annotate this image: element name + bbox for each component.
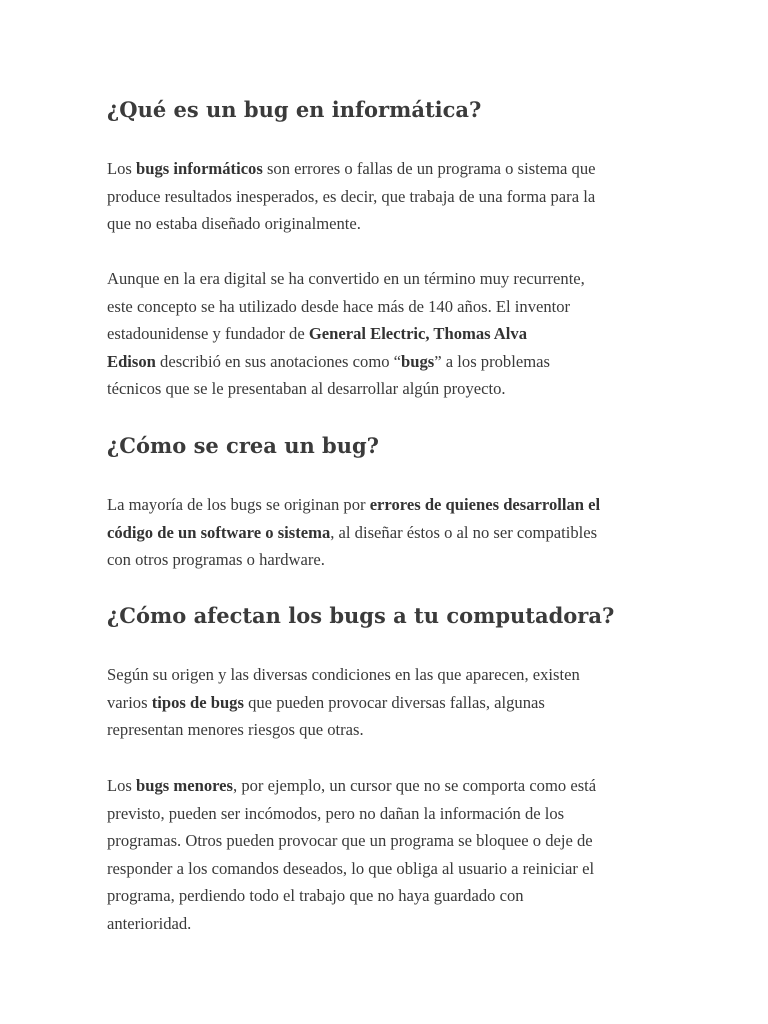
text-line xyxy=(107,348,667,376)
bold-term: Edison xyxy=(107,351,156,371)
text-run: describió en sus anotaciones como “ xyxy=(155,351,402,371)
text-run: previsto, pueden ser incómodos, pero no dañan la información de los xyxy=(107,803,565,823)
paragraph-definicion xyxy=(107,155,667,238)
text-line xyxy=(107,546,667,574)
bold-term: errores de quienes desarrollan el xyxy=(369,495,601,514)
text-run: Los xyxy=(107,776,137,795)
text-run: representan menores riesgos que otras. xyxy=(107,720,364,739)
text-run: que pueden provocar diversas fallas, algunas xyxy=(243,692,545,712)
text-line xyxy=(107,882,667,910)
text-line xyxy=(107,375,667,403)
bold-term: bugs menores xyxy=(136,776,234,795)
text-line xyxy=(107,155,667,183)
text-line xyxy=(107,855,667,883)
text-line xyxy=(107,265,667,293)
paragraph-origen xyxy=(107,491,667,574)
text-run: , por ejemplo, un cursor que no se comporta como está xyxy=(233,776,597,795)
text-line xyxy=(107,772,667,800)
text-run: produce resultados inesperados, es decir, que trabaja de una forma para la xyxy=(107,186,596,206)
text-run: son errores o fallas de un programa o sistema que xyxy=(262,159,596,178)
text-line xyxy=(107,910,667,938)
text-line xyxy=(107,293,667,321)
paragraph-historia xyxy=(107,265,667,403)
text-run: Según su origen y las diversas condiciones en las que aparecen, existen xyxy=(107,665,580,684)
text-line xyxy=(107,689,667,717)
text-run: Los xyxy=(107,159,137,178)
bold-term: bugs xyxy=(401,351,435,371)
text-run: programas. Otros pueden provocar que un programa se bloquee o deje de xyxy=(107,831,593,850)
heading-como-se-crea: ¿Cómo se crea un bug? xyxy=(107,433,379,458)
paragraph-bugs-menores xyxy=(107,772,667,937)
text-line xyxy=(107,210,667,238)
text-run: estadounidense y fundador de xyxy=(107,324,309,343)
text-run: ” a los problemas xyxy=(434,351,550,371)
text-run: varios xyxy=(107,692,152,712)
text-run: este concepto se ha utilizado desde hace más de 140 años. El inventor xyxy=(107,296,571,316)
heading-como-afectan: ¿Cómo afectan los bugs a tu computadora? xyxy=(107,603,615,628)
text-line xyxy=(107,183,667,211)
text-run: Aunque en la era digital se ha convertido en un término muy recurrente, xyxy=(107,269,585,288)
text-line xyxy=(107,519,667,547)
text-line xyxy=(107,827,667,855)
text-run: , al diseñar éstos o al no ser compatibles xyxy=(330,522,598,542)
text-line xyxy=(107,491,667,519)
bold-term: tipos de bugs xyxy=(151,692,244,712)
text-run: que no estaba diseñado originalmente. xyxy=(107,214,361,233)
text-line xyxy=(107,716,667,744)
text-run: anterioridad. xyxy=(107,913,192,933)
paragraph-tipos xyxy=(107,661,667,744)
text-run: técnicos que se le presentaban al desarrollar algún proyecto. xyxy=(107,379,506,398)
text-line xyxy=(107,320,667,348)
bold-term: código de un software o sistema xyxy=(107,522,331,542)
heading-que-es-un-bug: ¿Qué es un bug en informática? xyxy=(107,97,482,122)
text-run: con otros programas o hardware. xyxy=(107,550,325,569)
bold-term: General Electric, Thomas Alva xyxy=(308,324,527,343)
text-line xyxy=(107,661,667,689)
text-run: programa, perdiendo todo el trabajo que no haya guardado con xyxy=(107,886,524,905)
text-run: La mayoría de los bugs se originan por xyxy=(107,495,370,514)
text-line xyxy=(107,800,667,828)
text-run: responder a los comandos deseados, lo que obliga al usuario a reiniciar el xyxy=(107,858,595,878)
bold-term: bugs informáticos xyxy=(136,159,263,178)
